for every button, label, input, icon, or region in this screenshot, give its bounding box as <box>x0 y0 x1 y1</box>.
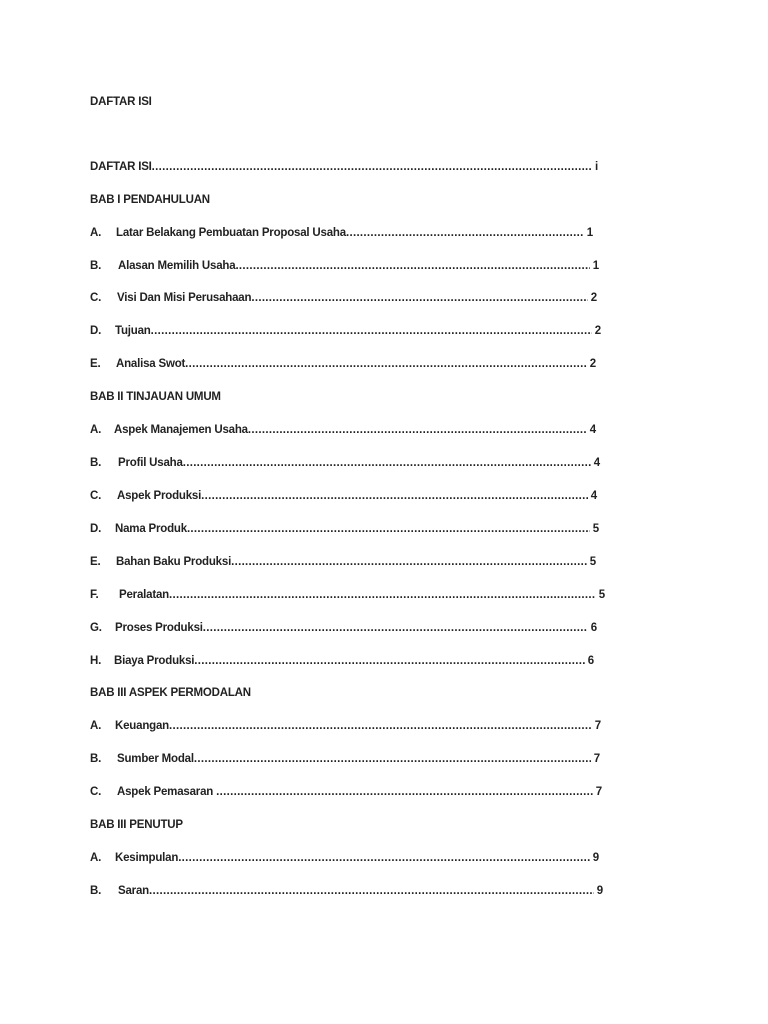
dot-leader <box>169 588 596 602</box>
dot-leader <box>248 423 587 437</box>
chapter-heading: BAB I PENDAHULUAN <box>90 194 210 206</box>
dot-leader <box>169 719 592 733</box>
toc-entry-page: i <box>595 161 598 173</box>
toc-entry-page: 7 <box>593 753 600 765</box>
dot-leader <box>194 654 585 668</box>
toc-entry-page: 6 <box>590 622 597 634</box>
dot-leader <box>151 324 592 338</box>
toc-entry[interactable] <box>90 522 599 536</box>
toc-entry-title: Visi Dan Misi Perusahaan <box>117 292 252 304</box>
toc-entry[interactable] <box>90 752 600 766</box>
toc-entry-letter: C. <box>90 292 102 304</box>
toc-entry-page: 1 <box>592 260 599 272</box>
toc-entry-title: Biaya Produksi <box>114 655 195 667</box>
toc-entry-title: Tujuan <box>115 325 151 337</box>
toc-entry[interactable] <box>90 884 603 898</box>
toc-entry-letter: A. <box>90 227 102 239</box>
toc-entry-page: 4 <box>593 457 600 469</box>
dot-leader <box>251 291 587 305</box>
toc-entry-title: Sumber Modal <box>117 753 194 765</box>
toc-entry-letter: B. <box>90 885 102 897</box>
toc-entry-page: 2 <box>594 325 601 337</box>
toc-entry[interactable] <box>90 456 600 470</box>
toc-entry-title: Bahan Baku Produksi <box>116 556 232 568</box>
toc-entry-letter: D. <box>90 325 102 337</box>
toc-entry[interactable] <box>90 654 594 668</box>
dot-leader <box>183 456 591 470</box>
toc-entry-letter: C. <box>90 490 102 502</box>
toc-entry-page: 7 <box>595 786 602 798</box>
toc-entry[interactable] <box>90 719 601 733</box>
toc-entry[interactable] <box>90 555 596 569</box>
toc-entry-letter: E. <box>90 358 101 370</box>
toc-entry-title: Kesimpulan <box>115 852 179 864</box>
toc-entry[interactable] <box>90 357 596 371</box>
toc-entry[interactable] <box>90 851 599 865</box>
toc-entry-letter: B. <box>90 260 102 272</box>
toc-entry-page: 5 <box>589 556 596 568</box>
dot-leader <box>203 621 588 635</box>
toc-entry-title: Latar Belakang Pembuatan Proposal Usaha <box>116 227 346 239</box>
toc-entry-title: Alasan Memilih Usaha <box>118 260 236 272</box>
toc-entry-title: Peralatan <box>119 589 169 601</box>
toc-entry-page: 5 <box>598 589 605 601</box>
toc-entry-title: Nama Produk <box>115 523 187 535</box>
dot-leader <box>201 489 588 503</box>
toc-entry[interactable] <box>90 259 599 273</box>
toc-entry-letter: G. <box>90 622 102 634</box>
toc-entry-letter: H. <box>90 655 102 667</box>
toc-entry-title: DAFTAR ISI <box>90 161 152 173</box>
dot-leader <box>187 522 590 536</box>
toc-entry[interactable] <box>90 226 593 240</box>
dot-leader <box>346 226 584 240</box>
toc-entry-title: Proses Produksi <box>115 622 203 634</box>
toc-entry-title: Aspek Produksi <box>117 490 202 502</box>
toc-entry-letter: B. <box>90 457 102 469</box>
toc-entry-page: 2 <box>589 358 596 370</box>
toc-entry-page: 4 <box>590 490 597 502</box>
toc-entry-page: 2 <box>590 292 597 304</box>
toc-entry-letter: D. <box>90 523 102 535</box>
toc-entry-page: 9 <box>596 885 603 897</box>
toc-entry[interactable] <box>90 423 596 437</box>
toc-entry-page: 5 <box>592 523 599 535</box>
toc-entry-letter: E. <box>90 556 101 568</box>
chapter-heading: BAB III ASPEK PERMODALAN <box>90 687 251 699</box>
toc-entry-title: Keuangan <box>115 720 169 732</box>
dot-leader <box>178 851 590 865</box>
toc-entry-page: 1 <box>586 227 593 239</box>
toc-entry-page: 9 <box>592 852 599 864</box>
chapter-heading: BAB II TINJAUAN UMUM <box>90 391 221 403</box>
dot-leader <box>231 555 587 569</box>
toc-entry[interactable] <box>90 291 597 305</box>
dot-leader <box>216 785 593 799</box>
toc-entry-title: Saran <box>118 885 149 897</box>
toc-entry-title: Profil Usaha <box>118 457 183 469</box>
toc-entry-page: 4 <box>589 424 596 436</box>
toc-entry[interactable] <box>90 785 602 799</box>
toc-entry-page: 6 <box>587 655 594 667</box>
dot-leader <box>185 357 587 371</box>
toc-entry-title: Aspek Pemasaran <box>117 786 217 798</box>
toc-entry[interactable] <box>90 324 601 338</box>
dot-leader <box>194 752 591 766</box>
page-heading: DAFTAR ISI <box>90 96 152 108</box>
toc-entry-letter: A. <box>90 424 102 436</box>
toc-entry[interactable] <box>90 588 605 602</box>
toc-entry-letter: A. <box>90 720 102 732</box>
toc-entry-daftar-isi[interactable] <box>90 160 598 174</box>
dot-leader <box>235 259 589 273</box>
toc-entry-page: 7 <box>594 720 601 732</box>
dot-leader <box>152 160 592 174</box>
toc-entry[interactable] <box>90 621 597 635</box>
toc-entry-letter: F. <box>90 589 99 601</box>
chapter-heading: BAB III PENUTUP <box>90 819 183 831</box>
toc-entry-title: Analisa Swot <box>116 358 186 370</box>
toc-entry-letter: B. <box>90 753 102 765</box>
toc-entry[interactable] <box>90 489 597 503</box>
toc-entry-title: Aspek Manajemen Usaha <box>114 424 248 436</box>
dot-leader <box>149 884 594 898</box>
toc-entry-letter: A. <box>90 852 102 864</box>
toc-entry-letter: C. <box>90 786 102 798</box>
